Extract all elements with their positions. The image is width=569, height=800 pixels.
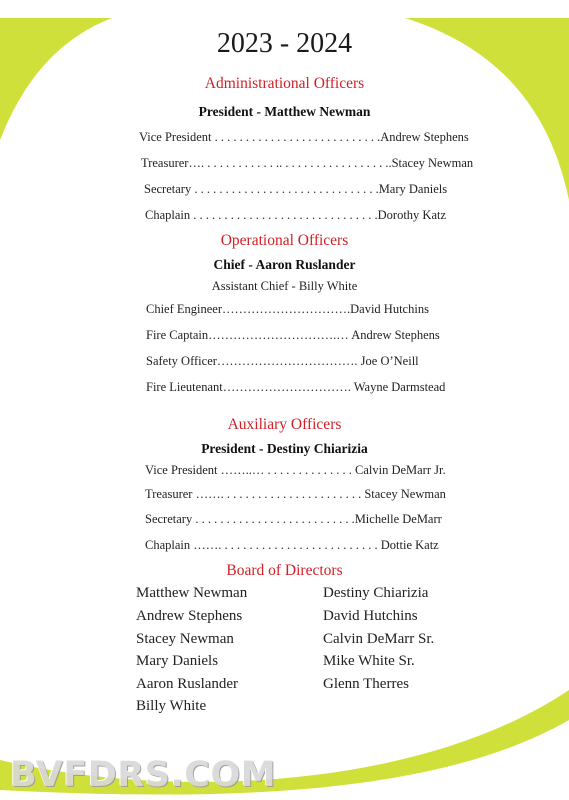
operational-row-chief-engineer: Chief Engineer………………………….David Hutchins bbox=[146, 302, 429, 316]
board-member: Matthew Newman bbox=[136, 585, 248, 601]
admin-row-chaplain: Chaplain . . . . . . . . . . . . . . . . . . . . . . . . . . . . . .Dorothy Katz bbox=[145, 208, 447, 222]
board-member: Glenn Therres bbox=[323, 676, 409, 692]
auxiliary-row-secretary: Secretary . . . . . . . . . . . . . . . . . . . . . . . . . .Michelle DeMarr bbox=[145, 512, 442, 526]
operational-officers-title: Operational Officers bbox=[220, 232, 349, 249]
operational-row-fire-lieutenant: Fire Lieutenant…………………………. Wayne Darmstead bbox=[146, 380, 446, 394]
board-member: Destiny Chiarizia bbox=[323, 585, 429, 601]
board-member: Andrew Stephens bbox=[136, 608, 243, 624]
auxiliary-row-treasurer: Treasurer ……. . . . . . . . . . . . . . . . . . . . . . . Stacey Newman bbox=[145, 487, 446, 501]
operational-row-safety-officer: Safety Officer……………………………. Joe O’Neill bbox=[146, 354, 419, 368]
auxiliary-row-chaplain: Chaplain ……. . . . . . . . . . . . . . . . . . . . . . . . . . Dottie Katz bbox=[145, 538, 439, 552]
board-member: David Hutchins bbox=[323, 608, 418, 624]
board-member: Billy White bbox=[136, 698, 207, 714]
board-title: Board of Directors bbox=[226, 562, 343, 579]
auxiliary-president: President - Destiny Chiarizia bbox=[201, 441, 368, 456]
board-member: Aaron Ruslander bbox=[136, 676, 239, 692]
operational-chief: Chief - Aaron Ruslander bbox=[213, 257, 356, 272]
year-heading: 2023 - 2024 bbox=[216, 28, 353, 59]
admin-officers-title: Administrational Officers bbox=[204, 75, 365, 92]
assistant-chief: Assistant Chief - Billy White bbox=[211, 279, 358, 293]
board-member: Calvin DeMarr Sr. bbox=[323, 631, 435, 647]
site-watermark: BVFDRS.COM bbox=[10, 755, 277, 795]
admin-president: President - Matthew Newman bbox=[198, 104, 371, 119]
admin-row-vice-president: Vice President . . . . . . . . . . . . . . . . . . . . . . . . . . .Andrew Stephens bbox=[139, 130, 469, 144]
board-member: Stacey Newman bbox=[136, 631, 234, 647]
auxiliary-row-vice-president: Vice President ……..… . . . . . . . . . . . . . . Calvin DeMarr Jr. bbox=[145, 463, 446, 477]
board-member: Mike White Sr. bbox=[323, 653, 415, 669]
admin-row-treasurer: Treasurer…. . . . . . . . . . . . .. . . . . . . . . . . . . . . . . ..Stacey Newman bbox=[141, 156, 474, 170]
operational-row-fire-captain: Fire Captain………………………….… Andrew Stephens bbox=[146, 328, 440, 342]
admin-row-secretary: Secretary . . . . . . . . . . . . . . . . . . . . . . . . . . . . . .Mary Daniels bbox=[144, 182, 448, 196]
board-member: Mary Daniels bbox=[136, 653, 219, 669]
auxiliary-officers-title: Auxiliary Officers bbox=[227, 416, 342, 433]
